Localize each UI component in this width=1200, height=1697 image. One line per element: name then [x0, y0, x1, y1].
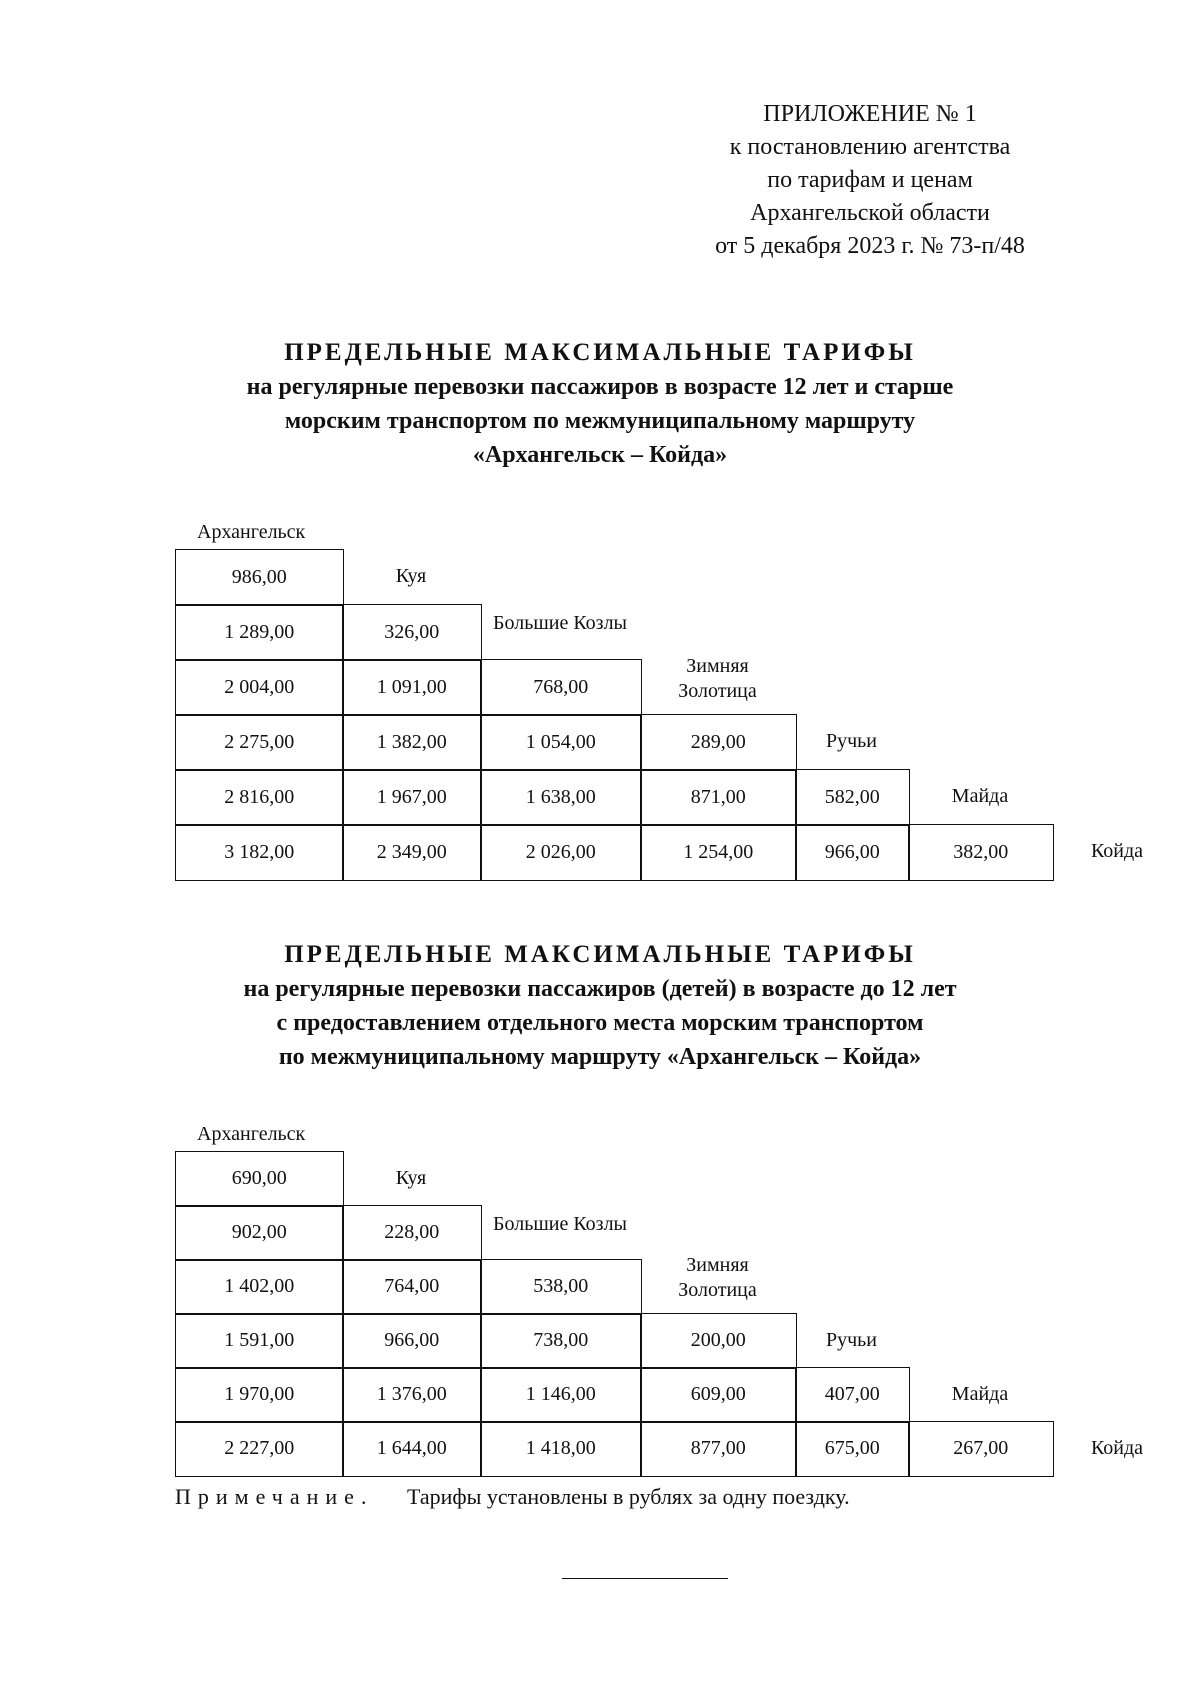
tariff-cell: 1 967,00 — [342, 769, 482, 826]
table2-title-line: ПРЕДЕЛЬНЫЕ МАКСИМАЛЬНЫЕ ТАРИФЫ — [284, 941, 916, 968]
table2-title-line: по межмуниципальному маршруту «Архангельск – Койда» — [278, 1044, 922, 1070]
tariff-cell: 1 254,00 — [640, 824, 797, 881]
appendix-line: ПРИЛОЖЕНИЕ № 1 — [763, 101, 977, 127]
table2-title-line: на регулярные перевозки пассажиров (детей) в возрасте до 12 лет — [243, 976, 957, 1002]
tariff-cell: 407,00 — [795, 1367, 910, 1423]
table1-title-line: ПРЕДЕЛЬНЫЕ МАКСИМАЛЬНЫЕ ТАРИФЫ — [284, 339, 916, 366]
tariff-cell: 1 289,00 — [175, 604, 344, 661]
tariff-cell: 538,00 — [480, 1259, 642, 1315]
tariff-cell: 1 638,00 — [480, 769, 642, 826]
tariff-cell: 3 182,00 — [175, 824, 344, 881]
tariff-cell: 1 091,00 — [342, 659, 482, 716]
station-label: Архангельск — [197, 521, 306, 543]
tariff-cell: 986,00 — [175, 549, 344, 606]
tariff-cell: 1 591,00 — [175, 1313, 344, 1369]
table2-title-line: с предоставлением отдельного места морским транспортом — [276, 1010, 924, 1036]
tariff-cell: 1 418,00 — [480, 1421, 642, 1477]
tariff-cell: 768,00 — [480, 659, 642, 716]
tariff-cell: 2 026,00 — [480, 824, 642, 881]
appendix-line: Архангельской области — [750, 200, 990, 226]
tariff-cell: 2 227,00 — [175, 1421, 344, 1477]
tariff-cell: 228,00 — [342, 1205, 482, 1261]
tariff-cell: 382,00 — [908, 824, 1054, 881]
tariff-cell: 609,00 — [640, 1367, 797, 1423]
note — [175, 1484, 850, 1510]
tariff-cell: 289,00 — [640, 714, 797, 771]
tariff-cell: 1 146,00 — [480, 1367, 642, 1423]
tariff-cell: 738,00 — [480, 1313, 642, 1369]
tariff-cell: 1 376,00 — [342, 1367, 482, 1423]
tariff-cell: 582,00 — [795, 769, 910, 826]
tariff-cell: 966,00 — [342, 1313, 482, 1369]
appendix-header — [670, 98, 1070, 263]
note-label: Примечание. — [175, 1484, 374, 1509]
tariff-cell: 1 644,00 — [342, 1421, 482, 1477]
tariff-cell: 675,00 — [795, 1421, 910, 1477]
tariff-cell: 871,00 — [640, 769, 797, 826]
table1-title — [100, 336, 1100, 472]
tariff-cell: 764,00 — [342, 1259, 482, 1315]
tariff-cell: 1 382,00 — [342, 714, 482, 771]
closing-rule — [562, 1578, 728, 1579]
tariff-cell: 2 349,00 — [342, 824, 482, 881]
station-label: Большие Козлы — [493, 612, 627, 634]
appendix-line: от 5 декабря 2023 г. № 73-п/48 — [715, 233, 1025, 259]
tariff-cell: 902,00 — [175, 1205, 344, 1261]
station-label: Ручьи — [825, 730, 877, 752]
appendix-line: по тарифам и ценам — [767, 167, 973, 193]
appendix-line: к постановлению агентства — [729, 134, 1011, 160]
station-label: Большие Козлы — [493, 1212, 627, 1235]
tariff-cell: 2 275,00 — [175, 714, 344, 771]
station-label: Зимняя Золотица — [678, 1254, 757, 1301]
note-text: Тарифы установлены в рублях за одну поездку. — [406, 1484, 850, 1509]
table2-title — [100, 938, 1100, 1074]
tariff-cell: 326,00 — [342, 604, 482, 661]
tariff-cell: 200,00 — [640, 1313, 797, 1369]
table1-title-line: морским транспортом по межмуниципальному маршруту — [284, 408, 916, 434]
station-label: Койда — [1090, 1436, 1144, 1459]
station-label: Куя — [395, 565, 427, 587]
station-label: Куя — [395, 1166, 427, 1189]
table1-title-line: на регулярные перевозки пассажиров в возрасте 12 лет и старше — [246, 374, 954, 400]
station-label: Койда — [1090, 840, 1144, 862]
station-label: Ручьи — [825, 1328, 877, 1351]
station-label: Майда — [951, 785, 1009, 807]
station-label: Архангельск — [197, 1123, 306, 1145]
tariff-cell: 2 816,00 — [175, 769, 344, 826]
tariff-cell: 267,00 — [908, 1421, 1054, 1477]
tariff-cell: 877,00 — [640, 1421, 797, 1477]
station-label: Зимняя Золотица — [678, 654, 757, 702]
tariff-cell: 690,00 — [175, 1151, 344, 1207]
tariff-cell: 1 970,00 — [175, 1367, 344, 1423]
tariff-cell: 2 004,00 — [175, 659, 344, 716]
station-label: Майда — [951, 1382, 1009, 1405]
tariff-cell: 966,00 — [795, 824, 910, 881]
tariff-cell: 1 402,00 — [175, 1259, 344, 1315]
tariff-cell: 1 054,00 — [480, 714, 642, 771]
table1-title-line: «Архангельск – Койда» — [472, 442, 728, 468]
